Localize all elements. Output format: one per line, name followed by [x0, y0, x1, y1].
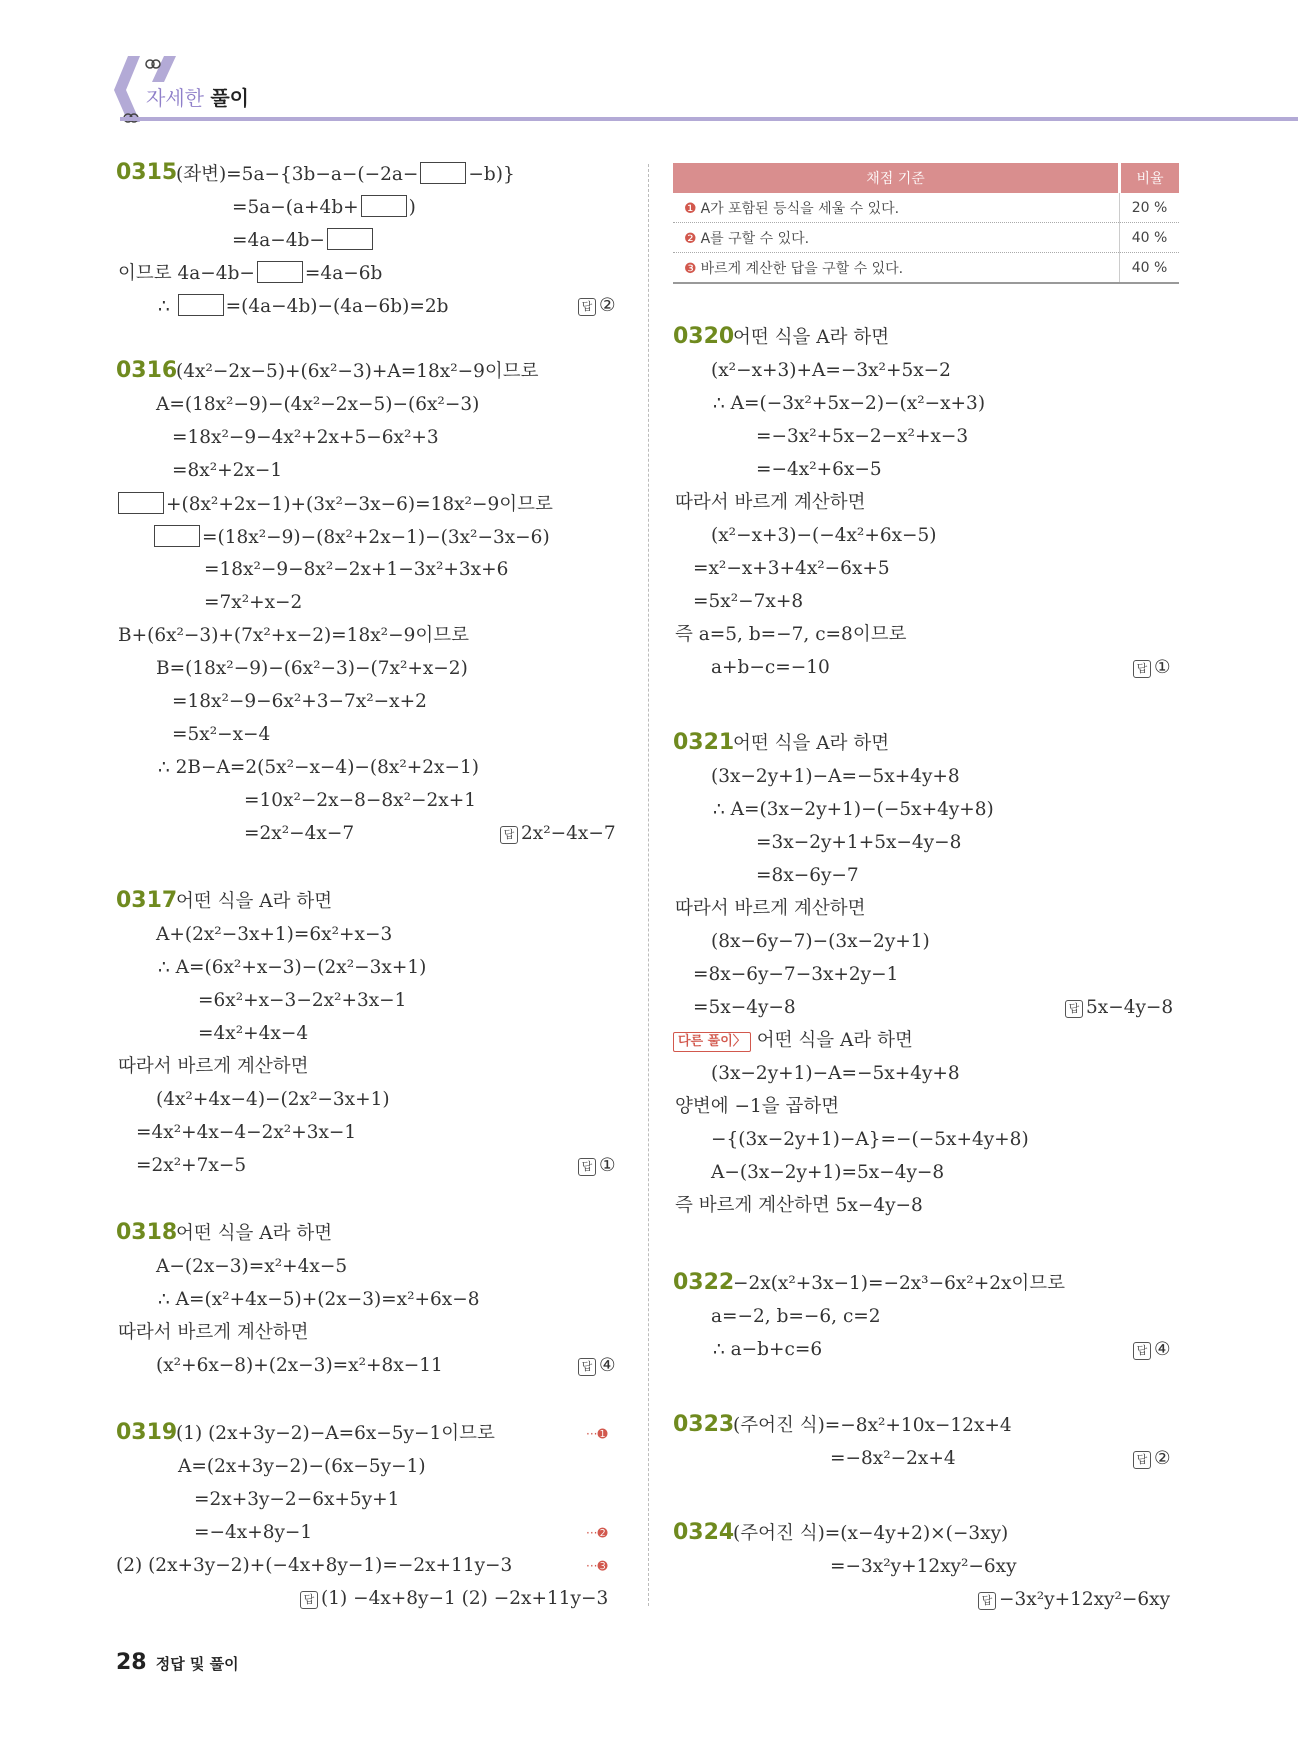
problem-number: 0317 [116, 888, 178, 913]
solution-line: =5x²−7x+8 [693, 591, 804, 612]
solution-line: a+b−c=−10 [711, 657, 830, 678]
solution-line: =5a−(a+4b+ ) [232, 197, 416, 218]
answer-icon: 답 [1133, 1342, 1151, 1360]
section-title-b: 풀이 [210, 86, 249, 110]
blank-box [178, 294, 224, 316]
answer-icon: 답 [1133, 1451, 1151, 1469]
solution-line: 따라서 바르게 계산하면 [675, 492, 866, 513]
solution-line: =2x²−4x−7 [244, 823, 355, 844]
solution-line: 어떤 식을 A라 하면 [176, 891, 333, 912]
solution-line: ∴ A=(x²+4x−5)+(2x−3)=x²+6x−8 [158, 1289, 480, 1310]
answer: 답 5x−4y−8 [1065, 996, 1173, 1020]
solution-line: =−8x²−2x+4 [830, 1448, 956, 1469]
table-cell: 40 % [1120, 253, 1180, 284]
solution-line: (1) (2x+3y−2)−A=6x−5y−1이므로 [176, 1423, 495, 1444]
solution-line: =8x²+2x−1 [172, 460, 283, 481]
problem-number: 0323 [673, 1412, 735, 1437]
solution-line: =18x²−9−8x²−2x+1−3x²+3x+6 [204, 559, 509, 580]
solution-line: =4x²+4x−4−2x²+3x−1 [136, 1122, 357, 1143]
solution-line: B=(18x²−9)−(6x²−3)−(7x²+x−2) [156, 658, 468, 679]
answer: 답 ② [1133, 1447, 1171, 1471]
problem-number: 0321 [673, 730, 735, 755]
step-marker-1: ❶ [684, 200, 697, 217]
blank-box [257, 261, 303, 283]
solution-line: =3x−2y+1+5x−4y−8 [756, 832, 962, 853]
solution-line: =5x−4y−8 [693, 997, 796, 1018]
solution-line: (2) (2x+3y−2)+(−4x+8y−1)=−2x+11y−3 [116, 1555, 513, 1576]
table-cell: ❷ A를 구할 수 있다. [673, 223, 1120, 253]
table-cell: 20 % [1120, 193, 1180, 223]
answer: 답 −3x²y+12xy²−6xy [978, 1588, 1170, 1612]
answer: 답 ① [1133, 656, 1171, 680]
solution-line: ∴ A=(6x²+x−3)−(2x²−3x+1) [158, 957, 427, 978]
solution-line: (주어진 식)=−8x²+10x−12x+4 [733, 1415, 1012, 1436]
solution-line: =4a−4b− [232, 228, 375, 253]
solution-line: ∴ A=(−3x²+5x−2)−(x²−x+3) [713, 393, 986, 414]
scoring-table [673, 163, 1179, 284]
answer-icon: 답 [578, 298, 596, 316]
step-marker-2: ❷ [684, 230, 697, 247]
solution-line: =2x+3y−2−6x+5y+1 [194, 1489, 400, 1510]
blank-box [118, 492, 164, 514]
solution-line: =−4x²+6x−5 [756, 459, 882, 480]
solution-line: (좌변)=5a−{3b−a−(−2a− −b)} [176, 164, 515, 185]
solution-line: 즉 a=5, b=−7, c=8이므로 [675, 624, 907, 645]
solution-line: A−(2x−3)=x²+4x−5 [156, 1256, 348, 1277]
solution-line: (4x²−2x−5)+(6x²−3)+A=18x²−9이므로 [176, 361, 539, 382]
problem-number: 0324 [673, 1520, 735, 1545]
solution-line: =7x²+x−2 [204, 592, 303, 613]
table-header-ratio: 비율 [1120, 163, 1180, 193]
solution-line: 따라서 바르게 계산하면 [675, 898, 866, 919]
problem-number: 0319 [116, 1420, 178, 1445]
table-row [673, 253, 1179, 284]
solution-line: =(18x²−9)−(8x²+2x−1)−(3x²−3x−6) [152, 525, 550, 550]
answer-icon: 답 [578, 1158, 596, 1176]
column-divider [648, 164, 649, 1606]
problem-number: 0315 [116, 160, 178, 185]
solution-line: =−3x²+5x−2−x²+x−3 [756, 426, 969, 447]
answer: 답 ④ [578, 1354, 616, 1378]
solution-line: (x²+6x−8)+(2x−3)=x²+8x−11 [156, 1355, 443, 1376]
table-row [673, 193, 1179, 223]
solution-line: A−(3x−2y+1)=5x−4y−8 [711, 1162, 945, 1183]
solution-line: ∴ 2B−A=2(5x²−x−4)−(8x²+2x−1) [158, 757, 479, 778]
alt-solution-line: 다른 풀이〉 어떤 식을 A라 하면 [673, 1029, 913, 1053]
solution-line: =6x²+x−3−2x²+3x−1 [198, 990, 407, 1011]
answer-icon: 답 [1133, 660, 1151, 678]
section-title-a: 자세한 [146, 86, 204, 110]
problem-number: 0320 [673, 324, 735, 349]
solution-line: +(8x²+2x−1)+(3x²−3x−6)=18x²−9이므로 [116, 492, 553, 517]
blank-box [420, 162, 466, 184]
solution-line: B+(6x²−3)+(7x²+x−2)=18x²−9이므로 [118, 625, 469, 646]
solution-line: =5x²−x−4 [172, 724, 271, 745]
solution-line: −{(3x−2y+1)−A}=−(−5x+4y+8) [711, 1129, 1029, 1150]
answer-icon: 답 [1065, 1000, 1083, 1018]
footer-title: 정답 및 풀이 [155, 1655, 239, 1673]
answer-icon: 답 [300, 1591, 318, 1609]
answer-icon: 답 [978, 1592, 996, 1610]
solution-line: (4x²+4x−4)−(2x²−3x+1) [156, 1089, 390, 1110]
solution-line: =−4x+8y−1 [194, 1522, 313, 1543]
solution-line: −2x(x²+3x−1)=−2x³−6x²+2x이므로 [733, 1273, 1066, 1294]
answer: 답 2x²−4x−7 [500, 822, 616, 846]
step-marker-1: ···➊ [586, 1427, 608, 1441]
solution-line: ∴ =(4a−4b)−(4a−6b)=2b [158, 296, 449, 317]
table-header-criteria: 채점 기준 [673, 163, 1120, 193]
page-footer [116, 1650, 239, 1675]
solution-line: =x²−x+3+4x²−6x+5 [693, 558, 890, 579]
solution-line: 즉 바르게 계산하면 5x−4y−8 [675, 1195, 923, 1216]
answer-icon: 답 [500, 826, 518, 844]
table-cell: 40 % [1120, 223, 1180, 253]
solution-line: 이므로 4a−4b− =4a−6b [118, 263, 383, 284]
solution-line: A=(18x²−9)−(4x²−2x−5)−(6x²−3) [156, 394, 480, 415]
solution-line: 어떤 식을 A라 하면 [733, 327, 890, 348]
solution-line: A=(2x+3y−2)−(6x−5y−1) [178, 1456, 426, 1477]
solution-line: (x²−x+3)+A=−3x²+5x−2 [711, 360, 951, 381]
solution-line: ∴ a−b+c=6 [713, 1339, 823, 1360]
header-rule [120, 117, 1298, 121]
solution-line: =10x²−2x−8−8x²−2x+1 [244, 790, 476, 811]
solution-line: =18x²−9−4x²+2x+5−6x²+3 [172, 427, 439, 448]
step-marker-3: ❸ [684, 260, 697, 277]
table-cell: ❶ A가 포함된 등식을 세울 수 있다. [673, 193, 1120, 223]
section-title [146, 82, 249, 111]
problem-number: 0318 [116, 1220, 178, 1245]
solution-line: (x²−x+3)−(−4x²+6x−5) [711, 525, 937, 546]
page-number: 28 [116, 1650, 147, 1675]
table-cell: ❸ 바르게 계산한 답을 구할 수 있다. [673, 253, 1120, 284]
solution-line: 어떤 식을 A라 하면 [176, 1223, 333, 1244]
solution-line: =2x²+7x−5 [136, 1155, 247, 1176]
solution-line: (주어진 식)=(x−4y+2)×(−3xy) [733, 1523, 1009, 1544]
table-header-row [673, 163, 1179, 193]
problem-number: 0322 [673, 1270, 735, 1295]
blank-box [361, 195, 407, 217]
alt-solution-badge: 다른 풀이〉 [673, 1032, 751, 1052]
blank-box [327, 228, 373, 250]
solution-line: 따라서 바르게 계산하면 [118, 1056, 309, 1077]
solution-line: A+(2x²−3x+1)=6x²+x−3 [156, 924, 393, 945]
solution-line: 양변에 −1을 곱하면 [675, 1096, 840, 1117]
solution-line: 따라서 바르게 계산하면 [118, 1322, 309, 1343]
answer: 답 ② [578, 294, 616, 318]
solution-line: (8x−6y−7)−(3x−2y+1) [711, 931, 930, 952]
answer: 답 ④ [1133, 1338, 1171, 1362]
solution-line: (3x−2y+1)−A=−5x+4y+8 [711, 766, 960, 787]
solution-line: =4x²+4x−4 [198, 1023, 309, 1044]
solution-line: =−3x²y+12xy²−6xy [830, 1556, 1017, 1577]
step-marker-3: ···➌ [586, 1559, 608, 1573]
solution-line: a=−2, b=−6, c=2 [711, 1306, 881, 1327]
blank-box [154, 525, 200, 547]
solution-line: =8x−6y−7−3x+2y−1 [693, 964, 899, 985]
solution-line: =8x−6y−7 [756, 865, 859, 886]
solution-line: (3x−2y+1)−A=−5x+4y+8 [711, 1063, 960, 1084]
solution-line: =18x²−9−6x²+3−7x²−x+2 [172, 691, 427, 712]
solution-line: 어떤 식을 A라 하면 [733, 733, 890, 754]
answer: 답 ① [578, 1154, 616, 1178]
solution-line: ∴ A=(3x−2y+1)−(−5x+4y+8) [713, 799, 994, 820]
answer-icon: 답 [578, 1358, 596, 1376]
table-row [673, 223, 1179, 253]
step-marker-2: ···➋ [586, 1526, 608, 1540]
answer: 답 (1) −4x+8y−1 (2) −2x+11y−3 [300, 1587, 608, 1611]
problem-number: 0316 [116, 358, 178, 383]
